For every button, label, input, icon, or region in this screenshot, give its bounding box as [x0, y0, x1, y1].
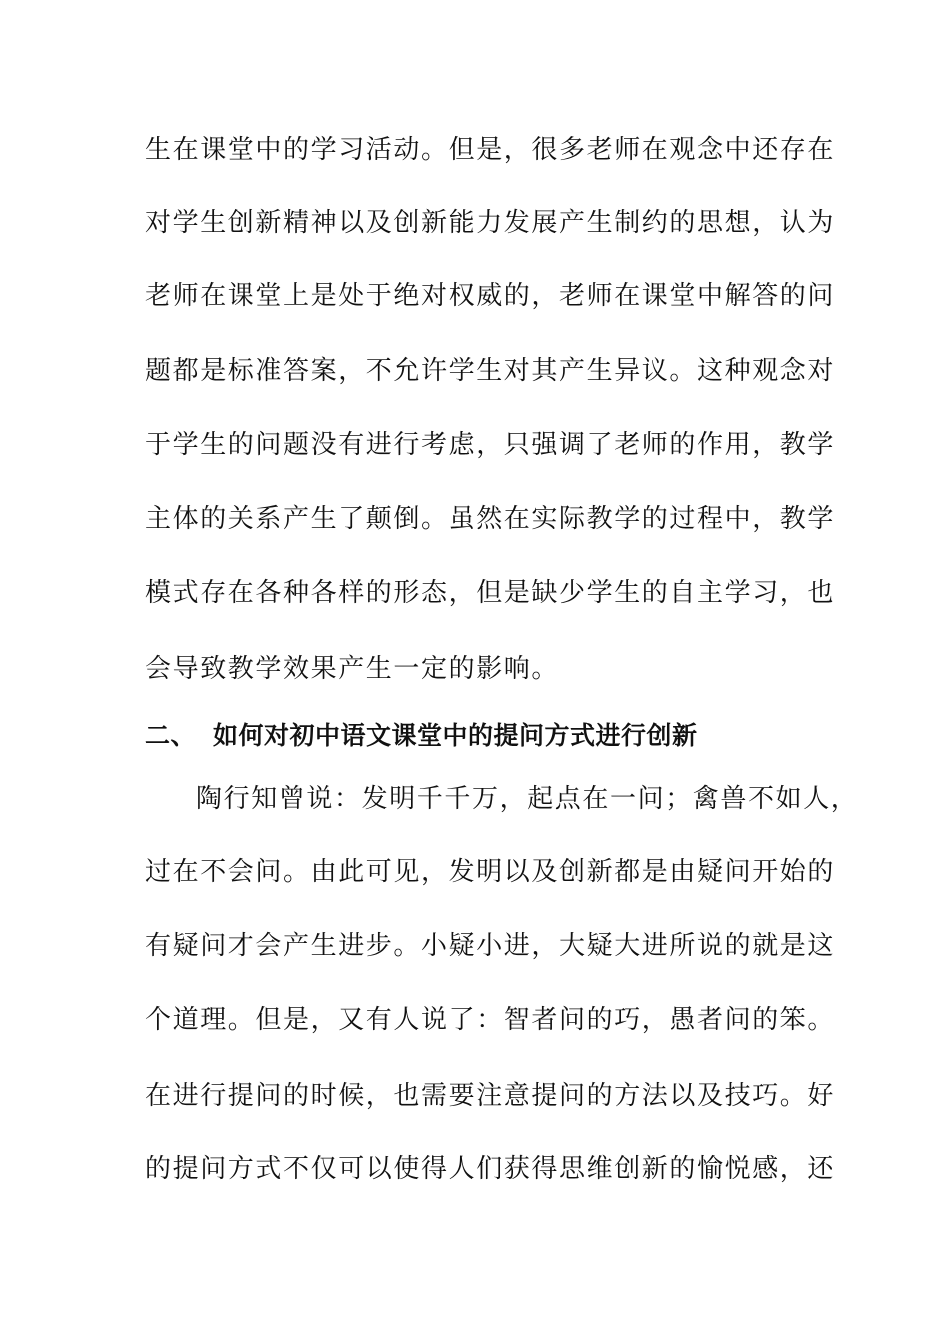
section-title: 如何对初中语文课堂中的提问方式进行创新	[213, 721, 698, 750]
paragraph-line: 会导致教学效果产生一定的影响。	[145, 654, 560, 684]
paragraph-line: 的提问方式不仅可以使得人们获得思维创新的愉悦感，还	[145, 1154, 836, 1184]
section-number: 二、	[145, 721, 197, 750]
paragraph-line: 生在课堂中的学习活动。但是，很多老师在观念中还存在	[145, 135, 836, 165]
paragraph-line: 陶行知曾说：发明千千万，起点在一问；禽兽不如人，	[196, 784, 859, 814]
paragraph-line: 模式存在各种各样的形态，但是缺少学生的自主学习，也	[145, 578, 836, 608]
paragraph-line: 在进行提问的时候，也需要注意提问的方法以及技巧。好	[145, 1081, 836, 1111]
paragraph-line: 有疑问才会产生进步。小疑小进，大疑大进所说的就是这	[145, 931, 836, 961]
paragraph-line: 过在不会问。由此可见，发明以及创新都是由疑问开始的	[145, 857, 836, 887]
paragraph-line: 对学生创新精神以及创新能力发展产生制约的思想，认为	[145, 208, 836, 238]
paragraph-line: 主体的关系产生了颠倒。虽然在实际教学的过程中，教学	[145, 504, 836, 534]
section-heading	[145, 718, 698, 754]
paragraph-line: 个道理。但是，又有人说了：智者问的巧，愚者问的笨。	[145, 1005, 836, 1035]
paragraph-line: 题都是标准答案，不允许学生对其产生异议。这种观念对	[145, 356, 836, 386]
paragraph-line: 于学生的问题没有进行考虑，只强调了老师的作用，教学	[145, 430, 836, 460]
paragraph-line: 老师在课堂上是处于绝对权威的，老师在课堂中解答的问	[145, 281, 836, 311]
